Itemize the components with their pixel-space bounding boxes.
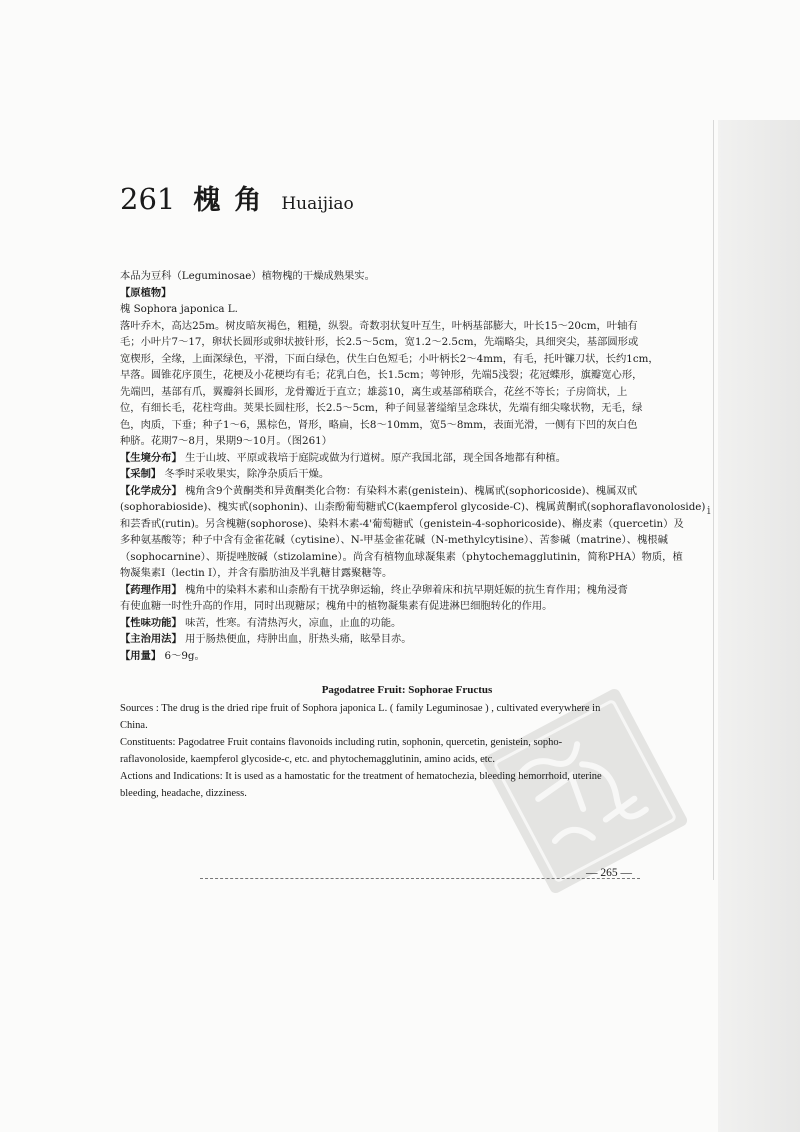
collection-text: 冬季时采收果实，除净杂质后干燥。 [164,468,330,480]
page-fold-line [713,120,714,880]
text-line: 早落。圆锥花序顶生，花梗及小花梗均有毛；花乳白色，长1.5cm；萼钟形，先端5浅裂；花冠蝶形，旗瓣宽心形， [120,369,643,381]
indications-heading: 【主治用法】 [120,633,182,645]
english-title: Pagodatree Fruit: Sophorae Fructus [321,684,493,696]
indications-section [120,631,694,648]
text-line: 位，有细长毛，花柱弯曲。荚果长圆柱形，长2.5～5cm，种子间显著缢缩呈念珠状，先端有细尖喙状物，无毛，绿 [120,402,643,414]
source-plant-name: 槐 Sophora japonica L. [120,303,238,315]
intro-line: 本品为豆科（Leguminosae）植物槐的干燥成熟果实。 [120,270,375,282]
constituents-line: Constituents: Pagodatree Fruit contains flavonoids including rutin, sophonin, quercetin, genistein, sopho- [120,737,563,748]
properties-heading: 【性味功能】 [120,616,182,629]
text-line: 落叶乔木，高达25m。树皮暗灰褐色，粗糙，纵裂。奇数羽状复叶互生，叶柄基部膨大，叶长15～20cm，叶轴有 [120,319,638,332]
text-line: 槐角含9个黄酮类和异黄酮类化合物：有染料木素(genistein)、槐属甙(sophoricoside)、槐属双甙 [185,484,637,497]
pharmacology-section [120,582,694,615]
constituents-heading: 【化学成分】 [120,484,182,497]
collection-heading: 【采制】 [120,468,162,480]
dosage-text: 6～9g。 [164,649,205,662]
margin-mark: i [707,504,711,517]
actions-line: bleeding, headache, dizziness. [120,788,247,799]
page-number: — 265 — [586,867,632,879]
text-line: 毛；小叶片7～17，卵状长圆形或卵状披针形，长2.5～5cm，宽1.2～2.5cm，先端略尖，具细突尖，基部圆形或 [120,336,639,348]
text-line: 物凝集素Ⅰ（lectin Ⅰ），并含有脂肪油及半乳糖甘露聚糖等。 [120,567,393,579]
dosage-section [120,648,694,665]
text-line: 色，肉质，下垂；种子1～6，黑棕色，肾形，略扁，长8～10mm，宽5～8mm，表面光滑，一侧有下凹的灰白色 [120,418,638,431]
text-line: 多种氨基酸等；种子中含有金雀花碱（cytisine）、N-甲基金雀花碱（N-methylcytisine）、苦参碱（matrine）、槐根碱 [120,534,668,546]
scan-edge-shadow [718,120,800,1132]
distribution-text: 生于山坡、平原或栽培于庭院或做为行道树。原产我国北部，现全国各地都有种植。 [185,451,567,464]
actions-line: Actions and Indications: It is used as a hamostatic for the treatment of hematochezia, bleeding hemorrhoid, uterine [120,771,602,782]
text-line: (sophorabioside)、槐实甙(sophonin)、山柰酚葡萄糖甙C(kaempferol glycoside-C)、槐属黄酮甙(sophoraflavonoloside) [120,501,706,513]
sources-line: China. [120,720,148,731]
english-summary [120,682,694,802]
indications-text: 用于肠热便血，痔肿出血，肝热头痛，眩晕目赤。 [185,633,412,645]
text-line: 有使血糖一时性升高的作用，同时出现糖尿；槐角中的植物凝集素有促进淋巴细胞转化的作用。 [120,600,553,612]
entry-title [120,178,354,217]
pharmacology-heading: 【药理作用】 [120,583,182,596]
entry-number: 261 [120,182,176,216]
dosage-heading: 【用量】 [120,649,162,662]
distribution-section [120,450,694,467]
text-line: 宽楔形，全缘，上面深绿色，平滑，下面白绿色，伏生白色短毛；小叶柄长2～4mm，有毛，托叶镰刀状，长约1cm， [120,352,659,365]
text-line: 槐角中的染料木素和山柰酚有干扰孕卵运输，终止孕卵着床和抗早期妊娠的抗生育作用；槐角浸膏 [185,583,628,596]
entry-title-pinyin: Huaijiao [281,194,354,214]
text-line: （sophocarnine）、斯提唑胺碱（stizolamine）。尚含有植物血球凝集素（phytochemagglutinin，简称PHA）物质，植 [120,550,683,563]
constituents-section [120,483,706,582]
text-line: 先端凹，基部有爪，翼瓣斜长圆形，龙骨瓣近于直立；雄蕊10，离生或基部稍联合，花丝不等长；子房筒状，上 [120,385,628,398]
distribution-heading: 【生境分布】 [120,451,182,464]
source-plant-description [120,318,694,450]
sources-line: Sources : The drug is the dried ripe fruit of Sophora japonica L. ( family Leguminosae ) , cultivated everywhere in [120,703,601,714]
entry-title-chinese: 槐角 [193,185,276,216]
properties-text: 味苦，性寒。有清热泻火，凉血，止血的功能。 [185,616,402,629]
collection-section [120,466,694,483]
bottom-rule [200,878,640,880]
chinese-body [120,268,706,664]
text-line: 种脐。花期7～8月，果期9～10月。（图261） [120,435,333,447]
text-line: 和芸香甙(rutin)。另含槐糖(sophorose)、染料木素-4'葡萄糖甙（genistein-4-sophoricoside)、槲皮素（quercetin）及 [120,517,684,530]
source-plant-heading: 【原植物】 [120,286,172,299]
properties-section [120,615,694,632]
constituents-line: raflavonoloside, kaempferol glycoside-c, etc. and phytochemagglutinin, amino acids, etc. [120,754,495,765]
